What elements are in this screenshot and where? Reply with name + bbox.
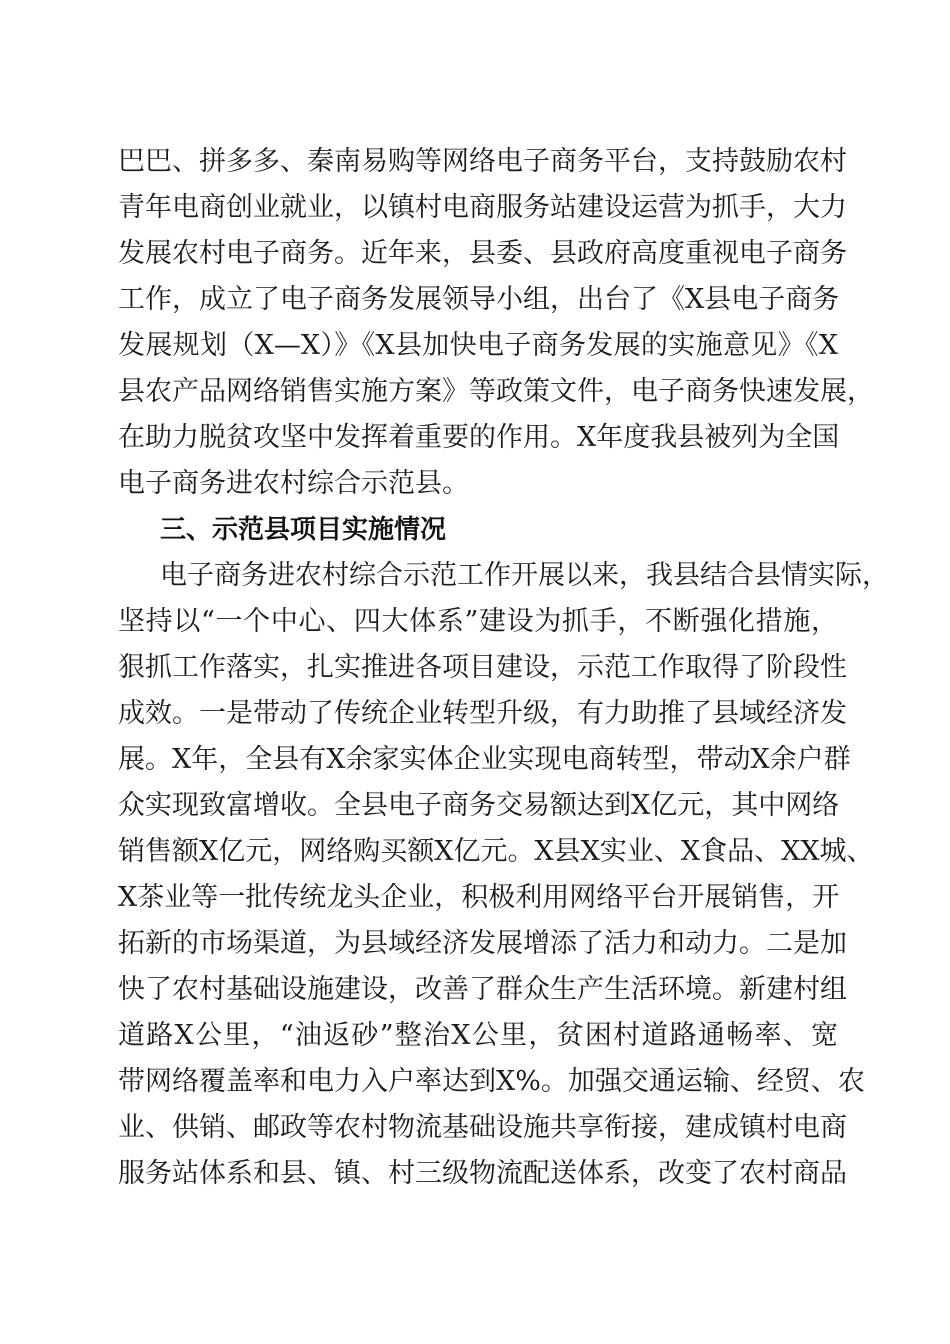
paragraph-1-line-8: 电子商务进农村综合示范县。 bbox=[118, 468, 469, 499]
paragraph-2-line-2: 坚持以“一个中心、四大体系”建设为抓手，不断强化措施， bbox=[118, 606, 838, 637]
paragraph-2-line-8: X茶业等一批传统龙头企业，积极利用网络平台开展销售，开 bbox=[118, 882, 840, 913]
paragraph-2-line-7: 销售额X亿元，网络购买额X亿元。X县X实业、X食品、XX城、 bbox=[118, 836, 874, 867]
paragraph-2-line-6: 众实现致富增收。全县电子商务交易额达到X亿元，其中网络 bbox=[118, 790, 840, 821]
paragraph-2-line-1: 电子商务进农村综合示范工作开展以来，我县结合县情实际， bbox=[160, 560, 889, 591]
paragraph-2-line-13: 业、供销、邮政等农村物流基础设施共享衔接，建成镇村电商 bbox=[118, 1112, 847, 1143]
paragraph-2-line-12: 带网络覆盖率和电力入户率达到X%。加强交通运输、经贸、农 bbox=[118, 1066, 865, 1097]
paragraph-2-line-3: 狠抓工作落实，扎实推进各项目建设，示范工作取得了阶段性 bbox=[118, 652, 847, 683]
paragraph-1-line-2: 青年电商创业就业，以镇村电商服务站建设运营为抓手，大力 bbox=[118, 192, 847, 223]
paragraph-2-line-14: 服务站体系和县、镇、村三级物流配送体系，改变了农村商品 bbox=[118, 1158, 847, 1189]
paragraph-1-line-5: 发展规划（X—X）》《X县加快电子商务发展的实施意见》《X bbox=[118, 330, 838, 361]
section-heading: 三、示范县项目实施情况 bbox=[160, 515, 447, 545]
paragraph-2-line-11: 道路X公里，“油返砂”整治X公里，贫困村道路通畅率、宽 bbox=[118, 1020, 838, 1051]
paragraph-1-line-6: 县农产品网络销售实施方案》等政策文件，电子商务快速发展， bbox=[118, 376, 874, 407]
paragraph-1-line-7: 在助力脱贫攻坚中发挥着重要的作用。X年度我县被列为全国 bbox=[118, 422, 840, 453]
paragraph-1-line-3: 发展农村电子商务。近年来，县委、县政府高度重视电子商务 bbox=[118, 238, 847, 269]
paragraph-2-line-10: 快了农村基础设施建设，改善了群众生产生活环境。新建村组 bbox=[118, 974, 847, 1005]
paragraph-2-line-9: 拓新的市场渠道，为县域经济发展增添了活力和动力。二是加 bbox=[118, 928, 847, 959]
paragraph-1-line-4: 工作，成立了电子商务发展领导小组，出台了《X县电子商务 bbox=[118, 284, 840, 315]
paragraph-2-line-5: 展。X年，全县有X余家实体企业实现电商转型，带动X余户群 bbox=[118, 744, 851, 775]
paragraph-2-line-4: 成效。一是带动了传统企业转型升级，有力助推了县域经济发 bbox=[118, 698, 847, 729]
paragraph-1-line-1: 巴巴、拼多多、秦南易购等网络电子商务平台，支持鼓励农村 bbox=[118, 146, 847, 177]
